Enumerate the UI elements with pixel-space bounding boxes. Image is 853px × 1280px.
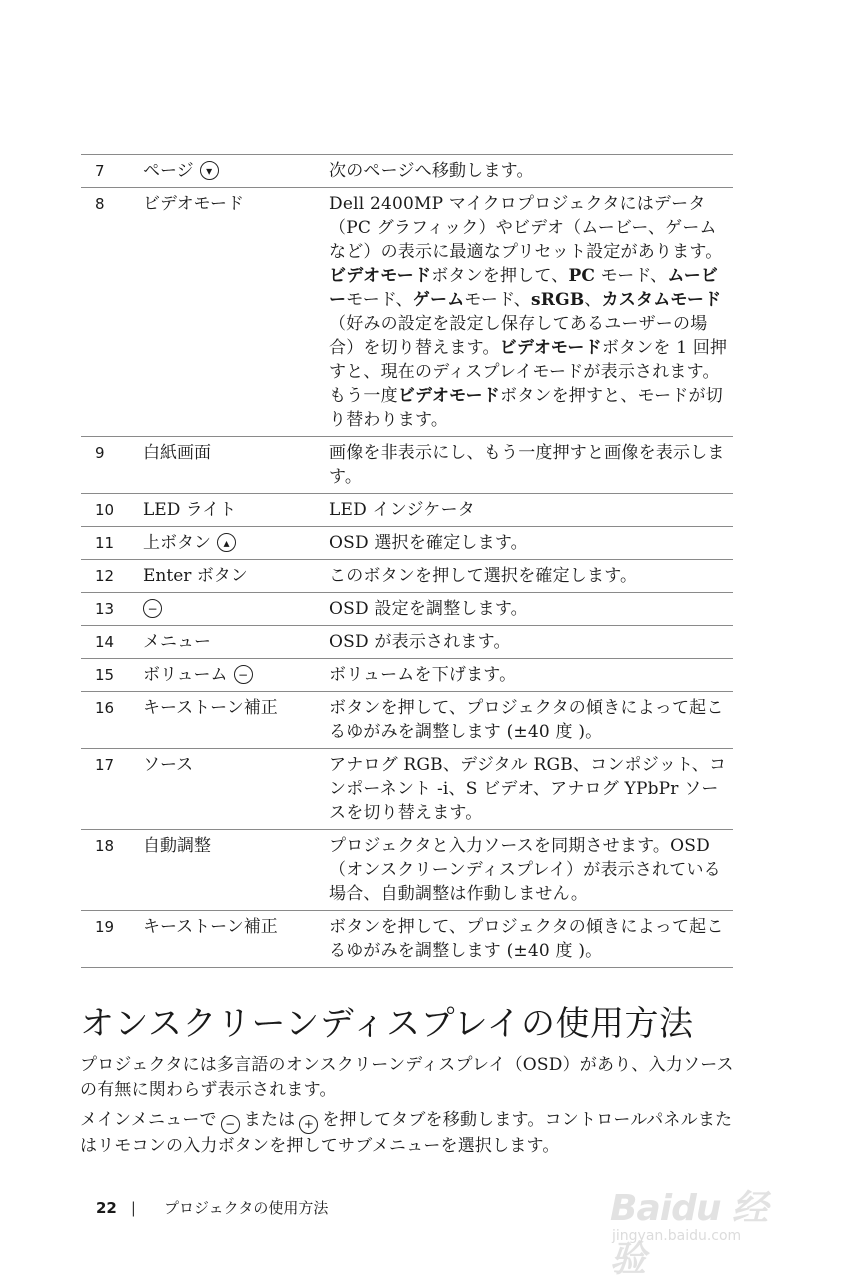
- desc-text: プロジェクタと入力ソースを同期させます。OSD（オンスクリーンディスプレイ）が表示されている場合、自動調整は作動しません。: [329, 836, 721, 904]
- desc-bold-text: ビデオモード: [329, 266, 432, 286]
- page-number: 22: [96, 1199, 117, 1217]
- row-label: [143, 749, 329, 829]
- desc-text: （好みの設定を設定し保存してあるユーザーの場合）を切り替えます。: [329, 314, 708, 358]
- desc-text: 次のページへ移動します。: [329, 161, 534, 181]
- row-number: 7: [95, 162, 105, 180]
- minus-icon: −: [143, 599, 162, 618]
- table-row: [81, 748, 733, 829]
- row-number: 15: [95, 666, 115, 684]
- table-row: [81, 559, 733, 592]
- row-label: [143, 692, 329, 748]
- row-number: 8: [95, 195, 105, 213]
- row-number: 13: [95, 600, 115, 618]
- row-label-text: ボリューム: [143, 665, 228, 685]
- intro-paragraph: プロジェクタには多言語のオンスクリーンディスプレイ（OSD）があり、入力ソースの有無に関わらず表示されます。: [80, 1055, 734, 1100]
- desc-text: ボタンを押して、プロジェクタの傾きによって起こるゆがみを調整します (±40 度 )。: [329, 698, 724, 742]
- row-description: [329, 527, 729, 559]
- table-row: [81, 436, 733, 493]
- row-description: [329, 155, 729, 187]
- row-number: 10: [95, 501, 115, 519]
- table-row: [81, 526, 733, 559]
- row-label-text: ソース: [143, 755, 194, 775]
- row-description: [329, 626, 729, 658]
- plus-icon: +: [299, 1115, 318, 1134]
- chevron-down-icon: ▾: [200, 161, 219, 180]
- row-number: 9: [95, 444, 105, 462]
- table-row: [81, 691, 733, 748]
- row-label: [143, 155, 329, 187]
- row-label: [143, 188, 329, 436]
- table-row: [81, 829, 733, 910]
- row-label: [143, 626, 329, 658]
- desc-text: 、: [584, 290, 602, 310]
- row-number: 16: [95, 699, 115, 717]
- row-description: [329, 437, 729, 493]
- section-heading: オンスクリーンディスプレイの使用方法: [80, 1004, 694, 1044]
- minus-icon: −: [234, 665, 253, 684]
- row-label: [143, 830, 329, 910]
- row-number: 18: [95, 837, 115, 855]
- footer-title: プロジェクタの使用方法: [163, 1199, 329, 1217]
- row-label-text: ビデオモード: [143, 194, 244, 214]
- desc-bold-text: PC: [568, 266, 596, 286]
- desc-text: Dell 2400MP マイクロプロジェクタにはデータ（PC グラフィック）やビデオ（ムービー、ゲームなど）の表示に最適なプリセット設定があります。: [329, 194, 723, 262]
- desc-text: LED インジケータ: [329, 500, 475, 520]
- row-description: [329, 494, 729, 526]
- row-label: [143, 659, 329, 691]
- table-row: [81, 592, 733, 625]
- row-number: 12: [95, 567, 115, 585]
- row-description: [329, 593, 729, 625]
- row-label: [143, 911, 329, 967]
- desc-bold-text: ビデオモード: [397, 386, 500, 406]
- desc-text: ボタンを 1 回押すと、現在のディスプレイモードが表示されます。もう一度: [329, 338, 728, 406]
- row-description: [329, 560, 729, 592]
- page-footer: [96, 1196, 328, 1220]
- desc-text: ボタンを押して、プロジェクタの傾きによって起こるゆがみを調整します (±40 度 )。: [329, 917, 724, 961]
- desc-text: ボタンを押して、: [431, 266, 569, 286]
- row-description: [329, 692, 729, 748]
- desc-bold-text: ビデオモード: [499, 338, 602, 358]
- desc-bold-text: ムービー: [329, 266, 719, 310]
- row-description: [329, 749, 729, 829]
- row-label: [143, 560, 329, 592]
- table-row: [81, 187, 733, 436]
- row-number: 17: [95, 756, 115, 774]
- row-number: 14: [95, 633, 115, 651]
- navigation-paragraph: [80, 1108, 740, 1159]
- desc-text: ボリュームを下げます。: [329, 665, 517, 685]
- desc-text: OSD 選択を確定します。: [329, 533, 528, 553]
- row-description: [329, 830, 729, 910]
- row-number: 19: [95, 918, 115, 936]
- para-text-a: メインメニューで: [80, 1110, 217, 1130]
- desc-bold-text: ゲーム: [412, 290, 465, 310]
- row-label-text: Enter ボタン: [143, 566, 248, 586]
- row-label-text: 自動調整: [143, 836, 211, 856]
- para-text-c: を押してタブを移動します。コントロールパネルまたはリモコンの入力ボタンを押してサブメニューを選択します。: [80, 1110, 733, 1156]
- desc-text: モード、: [464, 290, 531, 310]
- desc-text: ボタンを押すと、モードが切り替わります。: [329, 386, 723, 430]
- row-description: [329, 188, 729, 436]
- watermark: [600, 1160, 800, 1280]
- row-description: [329, 911, 729, 967]
- table-row: [81, 625, 733, 658]
- row-label-text: 白紙画面: [143, 443, 211, 463]
- para-text-b: または: [243, 1110, 296, 1130]
- watermark-url: jingyan.baidu.com: [612, 1228, 742, 1244]
- minus-icon: −: [221, 1115, 240, 1134]
- desc-bold-text: カスタムモード: [601, 290, 722, 310]
- chevron-up-icon: ▴: [217, 533, 236, 552]
- desc-text: OSD が表示されます。: [329, 632, 511, 652]
- desc-text: モード、: [346, 290, 413, 310]
- footer-separator: |: [130, 1199, 136, 1217]
- row-label-text: 上ボタン: [143, 533, 211, 553]
- desc-text: アナログ RGB、デジタル RGB、コンポジット、コンポーネント -i、S ビデオ、アナログ YPbPr ソースを切り替えます。: [329, 755, 727, 823]
- row-label-text: LED ライト: [143, 500, 237, 520]
- function-table: [81, 154, 733, 968]
- table-row: [81, 910, 733, 968]
- desc-bold-text: sRGB: [531, 290, 585, 310]
- table-row: [81, 493, 733, 526]
- desc-text: モード、: [595, 266, 668, 286]
- desc-text: 画像を非表示にし、もう一度押すと画像を表示します。: [329, 443, 725, 487]
- desc-text: このボタンを押して選択を確定します。: [329, 566, 638, 586]
- row-description: [329, 659, 729, 691]
- row-label-text: キーストーン補正: [143, 917, 278, 937]
- row-label-text: ページ: [143, 161, 194, 181]
- row-number: 11: [95, 534, 115, 552]
- desc-text: OSD 設定を調整します。: [329, 599, 528, 619]
- row-label-text: キーストーン補正: [143, 698, 278, 718]
- row-label: [143, 527, 329, 559]
- row-label: [143, 494, 329, 526]
- watermark-brand: Baidu 经验: [610, 1188, 768, 1280]
- row-label-text: メニュー: [143, 632, 211, 652]
- table-row: [81, 154, 733, 187]
- row-label: [143, 593, 329, 625]
- row-label: [143, 437, 329, 493]
- table-row: [81, 658, 733, 691]
